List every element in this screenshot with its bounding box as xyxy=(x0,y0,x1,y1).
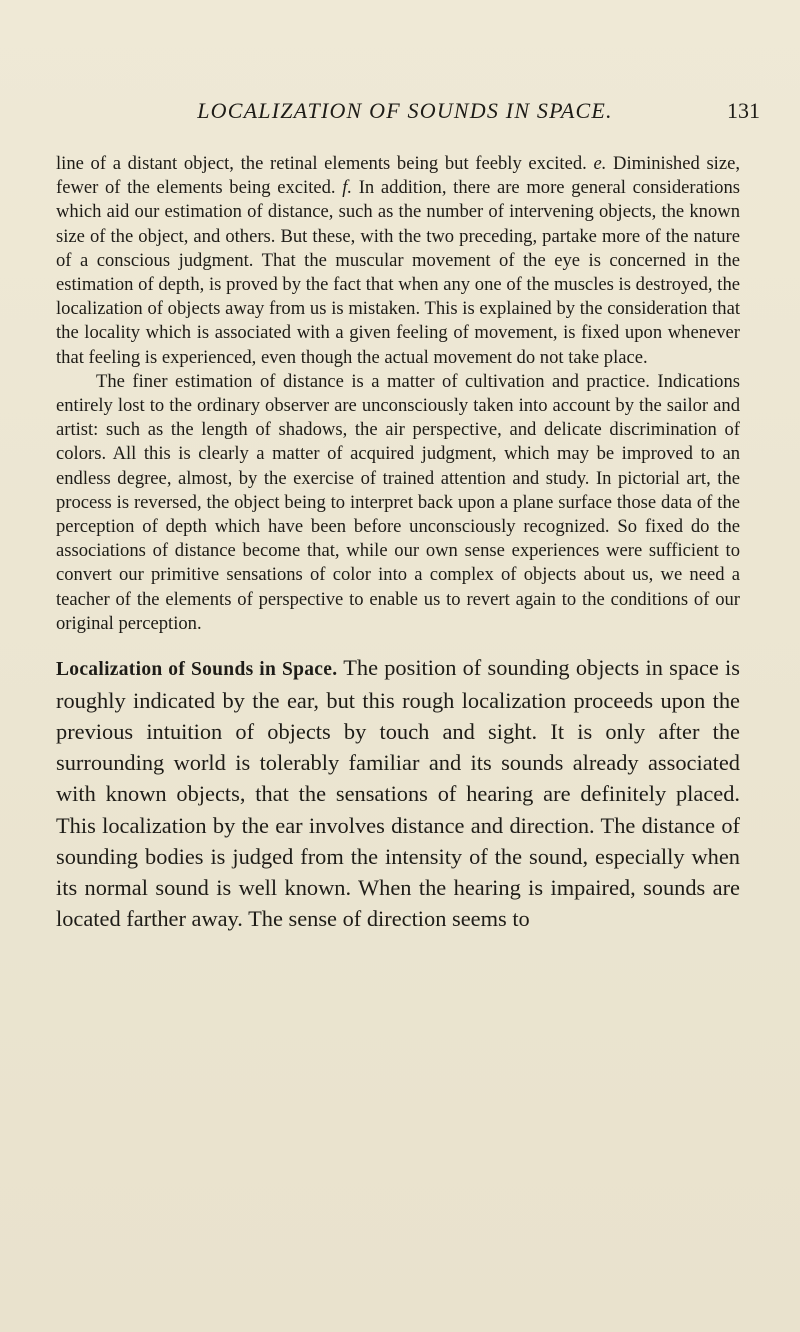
item-letter-f: f. xyxy=(342,177,353,199)
running-header xyxy=(50,98,760,138)
paragraph-1-text-b: Diminished size, fewer of the elements being excited. xyxy=(56,153,741,199)
paragraph-1-text-c: In addition, there are more general considerations which aid our estimation of distance, such as the number of intervening objects, the known size of the object, and others. But these, with the two preceding, partake more of the nature of a conscious judgment. That the muscular movement of the eye is concerned in the estimation of depth, is proved by the fact that when any one of the muscles is destroyed, the localization of objects away from us is mistaken. This is explained by the consideration that the locality which is associated with a given feeling of movement, is fixed upon whenever that feeling is experienced, even though the actual movement do not take place. xyxy=(56,177,740,368)
paragraph-3 xyxy=(56,652,740,934)
paragraph-1 xyxy=(56,152,740,370)
section-heading: Localization of Sounds in Space. xyxy=(56,659,338,681)
page-number: 131 xyxy=(727,98,760,123)
item-letter-e: e. xyxy=(593,153,607,174)
section-localization-of-sounds xyxy=(56,652,740,934)
paragraph-1-text-a: line of a distant object, the retinal elements being but feebly excited. xyxy=(56,153,594,174)
small-print-section xyxy=(56,152,740,636)
section-text: The position of sounding objects in space is roughly indicated by the ear, but this rough localization proceeds upon the previous intuition of objects by touch and sight. It is only after the surrounding world is tolerably familiar and its sounds already associated with known objects, that the sensations of hearing are definitely placed. This localization by the ear involves distance and direction. The distance of sounding bodies is judged from the intensity of the sound, especially when its normal sound is well known. When the hearing is impaired, sounds are located farther away. The sense of direction seems to xyxy=(56,655,740,931)
running-title: LOCALIZATION OF SOUNDS IN SPACE. xyxy=(197,98,613,123)
paragraph-2: The finer estimation of distance is a matter of cultivation and practice. Indications entirely lost to the ordinary observer are unconsciously taken into account by the sailor and artist: such as the length of shadows, the air perspective, and delicate discrimination of colors. All this is clearly a matter of acquired judgment, which may be improved to an endless degree, almost, by the exercise of trained attention and study. In pictorial art, the process is reversed, the object being to interpret back upon a plane surface those data of the perception of depth which have been before unconsciously recognized. So fixed do the associations of distance become that, while our own sense experiences were sufficient to convert our primitive sensations of color into a complex of objects about us, we need a teacher of the elements of perspective to enable us to revert again to the conditions of our original perception. xyxy=(56,370,740,634)
body-text xyxy=(56,152,740,934)
